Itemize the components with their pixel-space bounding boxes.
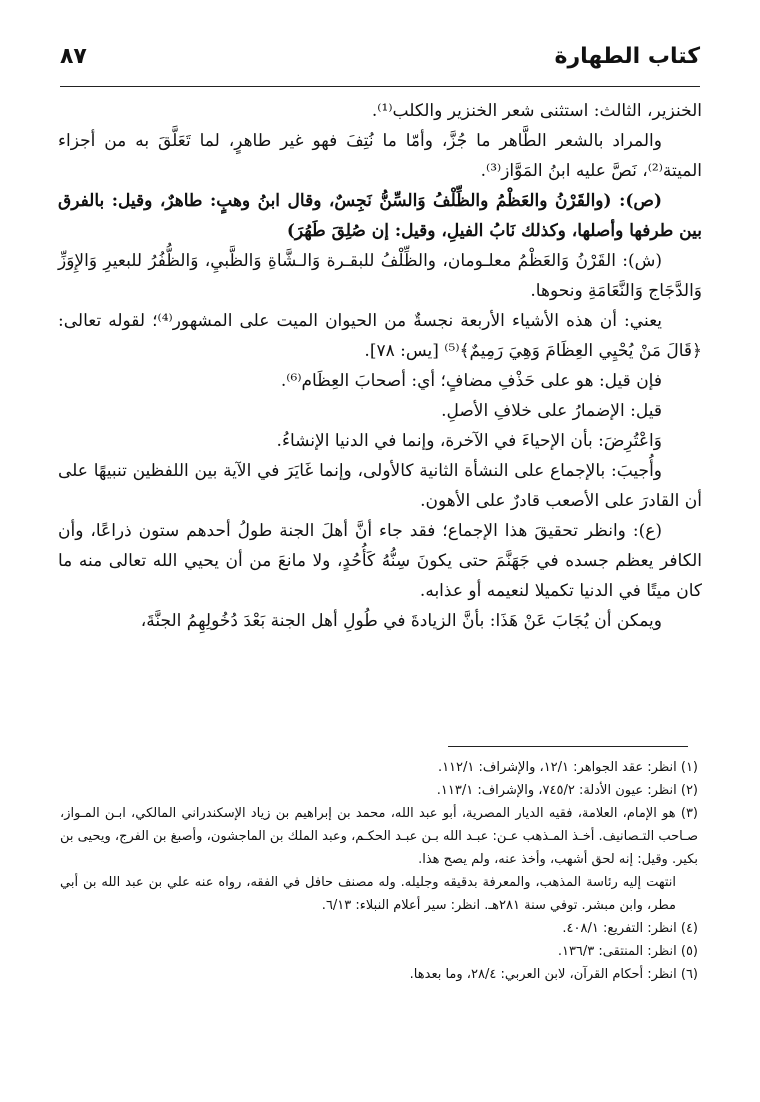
paragraph: والمراد بالشعر الطَّاهر ما جُزَّ، وأمّا ما نُتِفَ فهو غير طاهرٍ، لما تَعَلَّقَ به من أجزاء الميتة⁽²⁾، نَصَّ عليه ابنُ المَوَّاز⁽³⁾.: [58, 131, 702, 181]
paragraph: وأُجيبَ: بالإجماع على النشأة الثانية كالأولى، وإنما غَايَرَ في الآية بين اللفظين تنبيهًا على أن القادرَ على الأصعب قادرٌ على الأهون.: [58, 461, 702, 511]
page-number: ٨٧: [60, 44, 87, 69]
paragraph: فإن قيل: هو على حَذْفِ مضافٍ؛ أي: أصحابَ العِظَام⁽⁶⁾.: [280, 371, 662, 391]
footnote: (٤) انظر: التفريع: ٤٠٨/١.: [562, 921, 698, 936]
sharh-paragraph: (ش): القَرْنُ وَالعَظْمُ معلـومان، والظِّلْفُ للبقـرة وَالـشَّاةِ وَالظَّبيِ، وَالظُّفُرُ للبعيرِ وَالإِوَزِّ وَالدَّجَاج وَالنَّعَامَةِ ونحوها.: [58, 251, 702, 301]
footnote-continuation: انتهت إليه رئاسة المذهب، والمعرفة بدقيقه وجليله. وله مصنف حافل في الفقه، رواه عنه علي بن عبد الله بن أبي مطر، وابن مبشر. توفي سنة ٢٨١هـ. انظر: سير أعلام النبلاء: ٦/١٣.: [60, 875, 676, 913]
footnote-separator: [448, 746, 688, 747]
footnote: (٦) انظر: أحكام القرآن، لابن العربي: ٢٨/٤، وما بعدها.: [409, 967, 698, 982]
paragraph: (ع): وانظر تحقيقَ هذا الإجماع؛ فقد جاء أنَّ أهلَ الجنة طولُ أحدهم ستون ذراعًا، وأن الكافر يعظم جسده في جَهَنَّمَ حتى يكونَ سِنُّهُ كَأُحُدٍ، ولا مانعَ من أن يحيي الله تعالى منه ما كان ميتًا في الدنيا تكميلا لنعيمه أو عذابه.: [58, 521, 702, 601]
page-header: [60, 40, 700, 87]
paragraph: وَاعْتُرِضَ: بأن الإحياءَ في الآخرة، وإنما في الدنيا الإنشاءُ.: [276, 431, 662, 451]
main-text: [58, 96, 702, 636]
footnote: (١) انظر: عقد الجواهر: ١٢/١، والإشراف: ١١٢/١.: [437, 760, 698, 775]
running-title: كتاب الطهارة: [554, 44, 700, 69]
matn-paragraph: (ص): (والقَرْنُ والعَظْمُ والظِّلْفُ وَالسِّنُّ نَجِسٌ، وقال ابنُ وهبٍ: طاهرٌ، وقيل: بالفرق بين طرفها وأصلها، وكذلك نَابُ الفيلِ، وقيل: إن صُلِقَ طَهُرَ): [58, 191, 702, 241]
paragraph: الخنزير، الثالث: استثنى شعر الخنزير والكلب⁽¹⁾.: [371, 101, 702, 121]
paragraph: يعني: أن هذه الأشياء الأربعة نجسةٌ من الحيوان الميت على المشهور⁽⁴⁾؛ لقوله تعالى: ﴿قَالَ مَنْ يُحْيِي العِظَامَ وَهِيَ رَمِيمٌ﴾⁽⁵⁾ [يس: ٧٨].: [58, 311, 702, 361]
paragraph: ويمكن أن يُجَابَ عَنْ هَذَا: بأنَّ الزيادةَ في طُولِ أهل الجنة بَعْدَ دُخُولِهِمُ الجنَّةَ،: [140, 611, 662, 631]
paragraph: قيل: الإضمارُ على خلافِ الأصلِ.: [441, 401, 662, 421]
footnote: (٥) انظر: المنتقى: ١٣٦/٣.: [557, 944, 698, 959]
footnotes: [60, 756, 698, 986]
footnote: (٢) انظر: عيون الأدلة: ٧٤٥/٢، والإشراف: ١١٣/١.: [436, 783, 698, 798]
footnote: (٣) هو الإمام، العلامة، فقيه الديار المصرية، أبو عبد الله، محمد بن إبراهيم بن زياد الإسكندراني المالكي، ابـن المـواز، صـاحب التـصانيف. أخـذ المـذهب عـن: عبـد الله بـن عبـد الحكـم، وعبد الملك بن الماجشون، وأصبغ بن الفرج، ويحيى بن بكير. وقيل: إنه لحق أشهب، وأخذ عنه، ولم يصح هذا.: [60, 806, 698, 867]
